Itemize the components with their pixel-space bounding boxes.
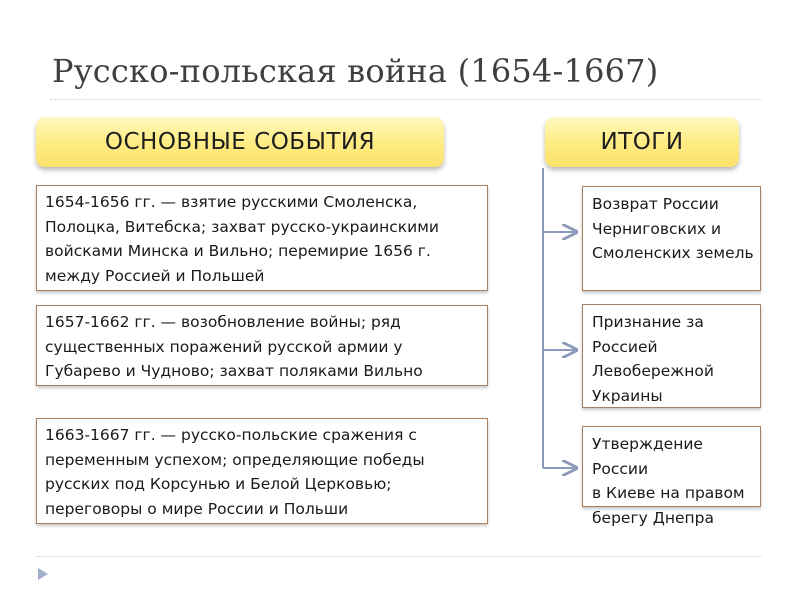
result-line: Утверждение России	[592, 435, 703, 478]
event-line: войсками Минска и Вильно; перемирие 1656 г.	[45, 242, 431, 260]
result-line: Левобережной	[592, 362, 714, 380]
result-line: Россией	[592, 337, 658, 356]
slide-title: Русско-польская война (1654-1667)	[52, 52, 659, 90]
result-line: Черниговских и	[592, 219, 722, 238]
result-line: Смоленских земель	[592, 244, 754, 262]
event-line: русских под Корсунью и Белой Церковью;	[45, 475, 392, 493]
result-line: берегу Днепра	[592, 508, 714, 527]
event-line: 1657-1662 гг. — возобновление войны; ряд	[45, 313, 401, 331]
result-line: Признание за	[592, 313, 704, 331]
event-line: существенных поражений русской армии у	[45, 337, 403, 356]
nav-triangle-icon	[36, 566, 50, 582]
result-line: Украины	[592, 386, 663, 405]
footer-divider	[36, 556, 762, 557]
result-line: в Киеве на правом	[592, 484, 745, 502]
results-header: ИТОГИ	[545, 117, 739, 167]
result-line: Возврат России	[592, 195, 719, 213]
event-line: переговоры о мире России и Польши	[45, 499, 349, 518]
event-line: между Россией и Польшей	[45, 266, 265, 285]
event-line: 1663-1667 гг. — русско-польские сражения с	[45, 426, 417, 444]
event-line: Полоцка, Витебска; захват русско-украинскими	[45, 217, 439, 236]
event-line: переменным успехом; определяющие победы	[45, 450, 425, 469]
events-header: ОСНОВНЫЕ СОБЫТИЯ	[36, 117, 444, 167]
event-line: 1654-1656 гг. — взятие русскими Смоленска,	[45, 193, 418, 211]
event-line: Губарево и Чудново; захват поляками Вильно	[45, 362, 423, 380]
